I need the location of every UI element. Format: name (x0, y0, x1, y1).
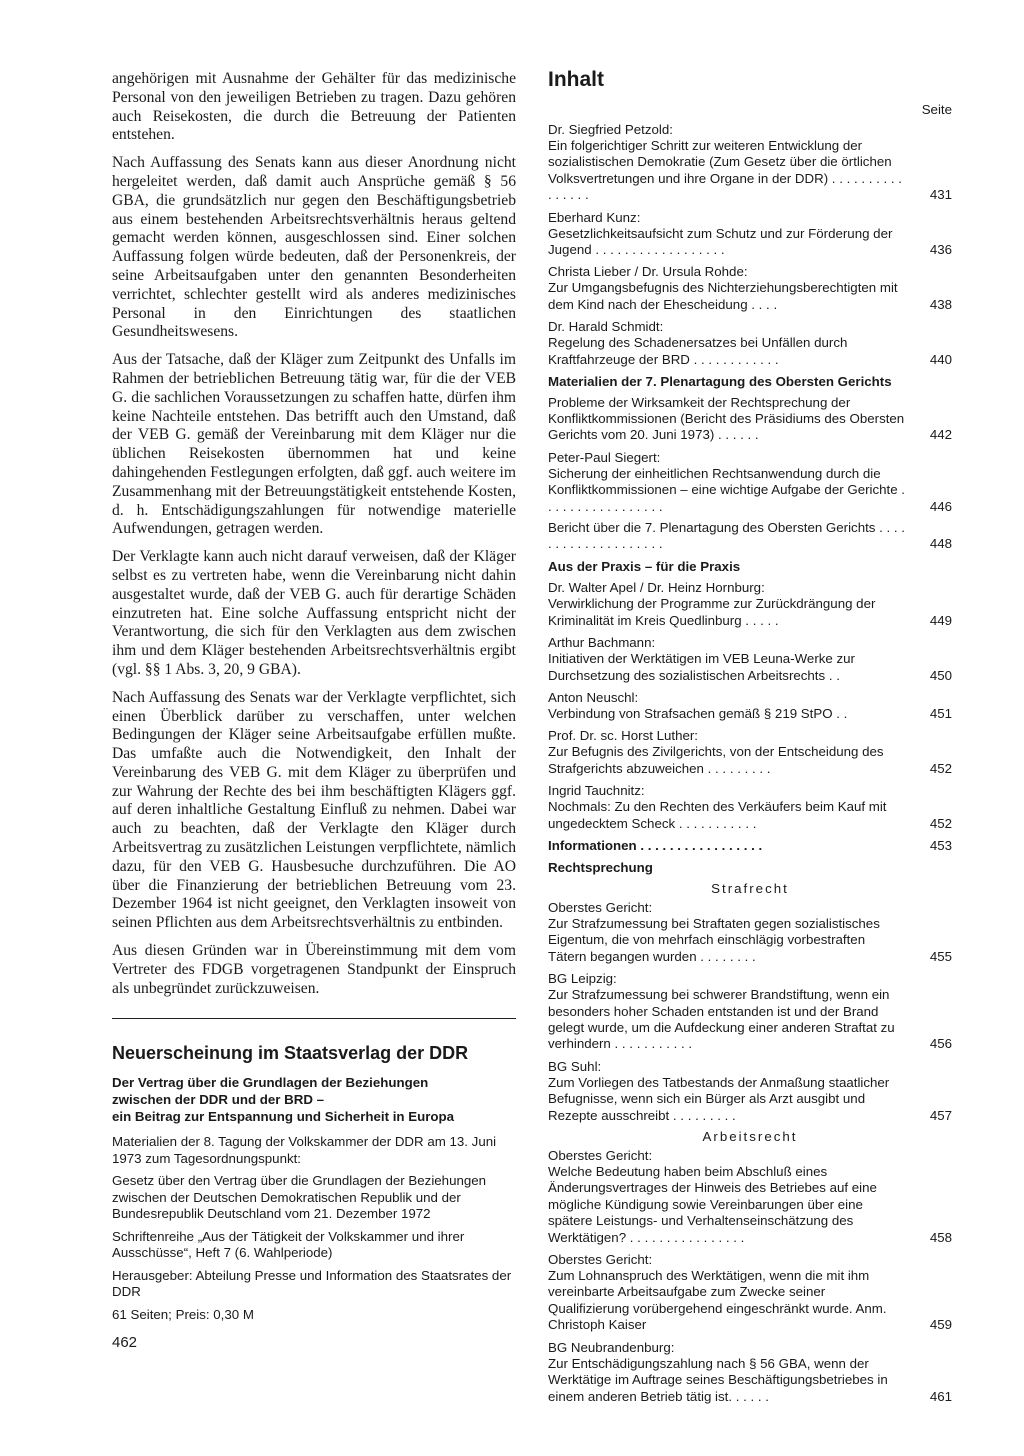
body-paragraph: Aus diesen Gründen war in Übereinstimmung mit dem vom Vertreter des FDGB vorgetragenen Standpunkt der Einspruch als unbegründet zurückzuweisen. (112, 942, 516, 997)
section-divider (112, 1018, 516, 1019)
toc-page-number: 436 (929, 242, 952, 258)
publication-detail: Herausgeber: Abteilung Presse und Information des Staatsrates der DDR (112, 1267, 512, 1300)
toc-page-number: 449 (929, 612, 952, 628)
toc-entry[interactable] (548, 634, 952, 684)
toc-entry-title: Initiativen der Werktätigen im VEB Leuna-Werke zur Durchsetzung des sozialistischen Arbeitsrechts . . (548, 651, 855, 683)
toc-entry[interactable] (548, 782, 952, 832)
toc-page-number: 431 (929, 187, 952, 203)
toc-entry-title: Verbindung von Strafsachen gemäß § 219 StPO . . (548, 705, 848, 721)
toc-page-number: 456 (929, 1036, 952, 1052)
toc-entry-title: Welche Bedeutung haben beim Abschluß eines Änderungsvertrages der Hinweis des Betriebes auf eine mögliche Kündigung sowie Vereinbarungen über eine spätere Leistungs- und Verhaltenseinschätzung des Werktätigen? . . . . . . . . . . . . . . . . (548, 1164, 877, 1245)
toc-title: Inhalt (548, 68, 604, 91)
toc-entry-title: Zur Umgangsbefugnis des Nichterziehungsberechtigten mit dem Kind nach der Ehescheidung . . . . (548, 280, 898, 312)
toc-group (548, 1147, 952, 1405)
toc-section-heading: Informationen . . . . . . . . . . . . . . . . . (548, 837, 763, 853)
toc-subsection-heading: Arbeitsrecht (702, 1129, 798, 1145)
toc-entry[interactable] (548, 899, 952, 965)
toc-page-number: 461 (929, 1388, 952, 1404)
toc-entry[interactable] (548, 1147, 952, 1246)
publication-heading: Neuerscheinung im Staatsverlag der DDR (112, 1043, 469, 1064)
toc-entry[interactable] (548, 1058, 952, 1124)
toc-author: Dr. Harald Schmidt: (548, 319, 664, 335)
toc-entry-title: Zur Strafzumessung bei schwerer Brandstiftung, wenn ein besonders hoher Schaden entstanden ist und der Brand gelegt wurde, um die Aufdeckung einer anderen Straftat zu verhindern . . . . . . . . . . . (548, 987, 895, 1052)
toc-entry[interactable] (548, 1339, 952, 1405)
publication-subtitle-line: zwischen der DDR und der BRD – (112, 1092, 325, 1108)
toc-entry-title: Nochmals: Zu den Rechten des Verkäufers beim Kauf mit ungedecktem Scheck . . . . . . . . . . . (548, 799, 887, 831)
toc-entry[interactable] (548, 579, 952, 629)
publication-subtitle-line: ein Beitrag zur Entspannung und Sicherheit in Europa (112, 1109, 455, 1125)
toc-page-number: 448 (929, 536, 952, 552)
toc-entry[interactable] (548, 727, 952, 777)
body-paragraph: Der Verklagte kann auch nicht darauf verweisen, daß der Kläger selbst es zu vertreten habe, wenn die Vereinbarung nicht dahin ausgestaltet wurde, daß der VEB G. auch für derartige Schäden einzutreten hat. Eine solche Auffassung entspricht nicht der Verantwortung, die sich für den Verklagten aus dem zwischen ihm und dem Kläger bestehenden Arbeitsrechtsverhältnis ergibt (vgl. §§ 1 Abs. 3, 20, 9 GBA). (112, 548, 516, 678)
toc-author: Oberstes Gericht: (548, 1148, 653, 1164)
toc-entry[interactable] (548, 209, 952, 259)
toc-page-number: 457 (929, 1107, 952, 1123)
toc-entry-title: Bericht über die 7. Plenartagung des Obersten Gerichts . . . . . . . . . . . . . . . . . . . . (548, 520, 905, 552)
page-column-label: Seite (921, 102, 952, 117)
toc-author: BG Leipzig: (548, 971, 617, 987)
toc-page-number: 459 (929, 1317, 952, 1333)
toc-entry-informationen[interactable] (548, 838, 952, 855)
toc-author: Prof. Dr. sc. Horst Luther: (548, 728, 699, 744)
toc-author: Oberstes Gericht: (548, 899, 653, 915)
toc-entry-title: Zum Vorliegen des Tatbestands der Anmaßung staatlicher Befugnisse, wenn sich ein Bürger als Arzt ausgibt und Rezepte ausschreibt . . . . . . . . . (548, 1074, 890, 1123)
toc-author: Anton Neuschl: (548, 689, 639, 705)
toc-entry[interactable] (548, 520, 952, 553)
toc-entry-title: Zur Strafzumessung bei Straftaten gegen sozialistisches Eigentum, die von mehrfach einschlägig vorbestraften Tätern begangen wurden . . . . . . . . (548, 915, 880, 964)
toc-author: Peter-Paul Siegert: (548, 449, 661, 465)
toc-page-number: 453 (929, 838, 952, 854)
toc-author: BG Suhl: (548, 1058, 602, 1074)
toc-page-number: 438 (929, 296, 952, 312)
publication-subtitle-line: Der Vertrag über die Grundlagen der Beziehungen (112, 1075, 429, 1091)
toc-entry-title: Zur Befugnis des Zivilgerichts, von der Entscheidung des Strafgerichts abzuweichen . . . . . . . . . (548, 744, 884, 776)
toc-page-number: 451 (929, 705, 952, 721)
toc-author: Oberstes Gericht: (548, 1252, 653, 1268)
publication-detail: Materialien der 8. Tagung der Volkskammer der DDR am 13. Juni 1973 zum Tagesordnungspunkt: (112, 1134, 497, 1166)
body-paragraph: Nach Auffassung des Senats kann aus dieser Anordnung nicht hergeleitet werden, daß damit auch Ansprüche gemäß § 56 GBA, die grundsätzlich nur gegen den Beschäftigungsbetrieb aus einem bestehenden Arbeitsrechtsverhältnis heraus geltend gemacht werden können, ausgeschlossen sind. Einer solchen Auffassung folgen würde bedeuten, daß der Personenkreis, der seine Arbeitsaufgaben unter den genannten Besonderheiten verrichtet, schlechter gestellt wird als anderes medizinisches Personal in den Einrichtungen des staatlichen Gesundheitswesens. (112, 154, 516, 341)
toc-author: BG Neubrandenburg: (548, 1339, 675, 1355)
toc-entry[interactable] (548, 689, 952, 722)
toc-entry[interactable] (548, 970, 952, 1053)
body-paragraph: Nach Auffassung des Senats war der Verklagte verpflichtet, sich einen Überblick darüber zu verschaffen, unter welchen Bedingungen der Kläger seine Arbeitsaufgabe erfüllen mußte. Das umfaßte auch die Notwendigkeit, den Inhalt der Vereinbarung des VEB G. mit dem Kläger zu überprüfen und zur Wahrung der Rechte des bei ihm beschäftigten Klägers ggf. auf deren inhaltliche Gestaltung Einfluß zu nehmen. Dabei war auch zu beachten, daß der Verklagte den Kläger durch Arbeitsvertrag zu zusätzlichen Leistungen verpflichtete, nämlich dazu, für den VEB G. Hausbesuche durchzuführen. Die AO über die Finanzierung der betrieblichen Betreuung vom 23. Dezember 1964 ist nicht geeignet, den Verklagten insoweit von seinen Pflichten aus dem Arbeitsrechtsverhältnis zu entbinden. (112, 688, 516, 932)
table-of-contents (548, 68, 952, 1410)
toc-section-heading: Rechtsprechung (548, 860, 653, 876)
toc-entry[interactable] (548, 263, 952, 313)
toc-page-number: 450 (929, 667, 952, 683)
toc-author: Dr. Walter Apel / Dr. Heinz Hornburg: (548, 580, 765, 596)
toc-author: Ingrid Tauchnitz: (548, 783, 645, 799)
publication-detail: 61 Seiten; Preis: 0,30 M (112, 1306, 254, 1322)
toc-section-heading: Materialien der 7. Plenartagung des Obersten Gerichts (548, 374, 892, 390)
publication-subtitle (112, 1074, 516, 1125)
toc-page-number: 440 (929, 351, 952, 367)
toc-author: Arthur Bachmann: (548, 635, 656, 651)
toc-entry-title: Sicherung der einheitlichen Rechtsanwendung durch die Konfliktkommissionen – eine wichtige Aufgabe der Gerichte . . . . . . . . . . . . . . . . . (548, 465, 905, 514)
toc-section-heading: Aus der Praxis – für die Praxis (548, 558, 741, 574)
toc-author: Christa Lieber / Dr. Ursula Rohde: (548, 264, 748, 280)
toc-author: Dr. Siegfried Petzold: (548, 122, 673, 137)
page-number: 462 (112, 1334, 138, 1351)
body-paragraph: Aus der Tatsache, daß der Kläger zum Zeitpunkt des Unfalls im Rahmen der betrieblichen Betreuung tätig war, für die der VEB G. die sachlichen Voraussetzungen zu schaffen hatte, dürfen ihm keine Nachteile entstehen. Das betrifft auch den Umstand, daß der VEB G. gemäß der Vereinbarung mit dem Kläger nur die üblichen Reisekosten übernommen hat und keine dahingehenden Festlegungen erfolgten, daß ggf. auch weitere im Zusammenhang mit der Betreuungstätigkeit entstehende Kosten, d. h. Entschädigungszahlungen für notwendige materielle Aufwendungen, getragen werden. (112, 351, 516, 538)
body-paragraph: angehörigen mit Ausnahme der Gehälter für das medizinische Personal von den jeweiligen Betrieben zu tragen. Dazu gehören auch Reisekosten, die durch die Betreuung der Patienten entstehen. (112, 70, 516, 144)
toc-entry[interactable] (548, 1251, 952, 1334)
toc-entry-title: Verwirklichung der Programme zur Zurückdrängung der Kriminalität im Kreis Quedlinburg . . . . . (548, 596, 876, 628)
toc-group (548, 579, 952, 832)
toc-subsection-heading: Strafrecht (711, 880, 789, 896)
toc-page-number: 455 (929, 948, 952, 964)
toc-entry[interactable] (548, 449, 952, 515)
publication-detail: Schriftenreihe „Aus der Tätigkeit der Volkskammer und ihrer Ausschüsse“, Heft 7 (6. Wahlperiode) (112, 1228, 465, 1261)
toc-group (548, 121, 952, 368)
toc-entry-title: Regelung des Schadenersatzes bei Unfällen durch Kraftfahrzeuge der BRD . . . . . . . . . . . . (548, 335, 848, 367)
toc-entry-title: Gesetzlichkeitsaufsicht zum Schutz und zur Förderung der Jugend . . . . . . . . . . . . . . . . . . (548, 225, 893, 258)
toc-page-number: 446 (929, 498, 952, 514)
publication-detail: Gesetz über den Vertrag über die Grundlagen der Beziehungen zwischen der Deutschen Demokratischen Republik und der Bundesrepublik Deutschland vom 21. Dezember 1972 (112, 1173, 487, 1222)
toc-page-number: 442 (929, 427, 952, 443)
left-column (112, 70, 516, 1329)
toc-group (548, 395, 952, 553)
toc-page-number: 458 (929, 1229, 952, 1245)
toc-entry-title: Zum Lohnanspruch des Werktätigen, wenn die mit ihm vereinbarte Arbeitsaufgabe zum Zwecke seiner Qualifizierung vorübergehend eingeschränkt wurde. Anm. Christoph Kaiser (548, 1268, 887, 1333)
toc-entry-title: Ein folgerichtiger Schritt zur weiteren Entwicklung der sozialistischen Demokratie (Zum Gesetz über die örtlichen Volksvertretungen und ihre Organe in der DDR) . . . . . . . . . . . . . . . . (548, 138, 903, 203)
toc-entry[interactable] (548, 395, 952, 444)
toc-entry-title: Probleme der Wirksamkeit der Rechtsprechung der Konfliktkommissionen (Bericht des Präsidiums des Obersten Gerichts vom 20. Juni 1973) . . . . . . (548, 394, 905, 443)
toc-page-number: 452 (929, 760, 952, 776)
toc-group (548, 899, 952, 1124)
toc-page-number: 452 (929, 815, 952, 831)
toc-entry[interactable] (548, 318, 952, 368)
toc-author: Eberhard Kunz: (548, 209, 641, 225)
toc-entry[interactable] (548, 121, 952, 204)
toc-entry-title: Zur Entschädigungszahlung nach § 56 GBA, wenn der Werktätige im Auftrage seines Beschäftigungsbetriebes in einem anderen Betrieb tätig ist. . . . . . (548, 1355, 888, 1404)
